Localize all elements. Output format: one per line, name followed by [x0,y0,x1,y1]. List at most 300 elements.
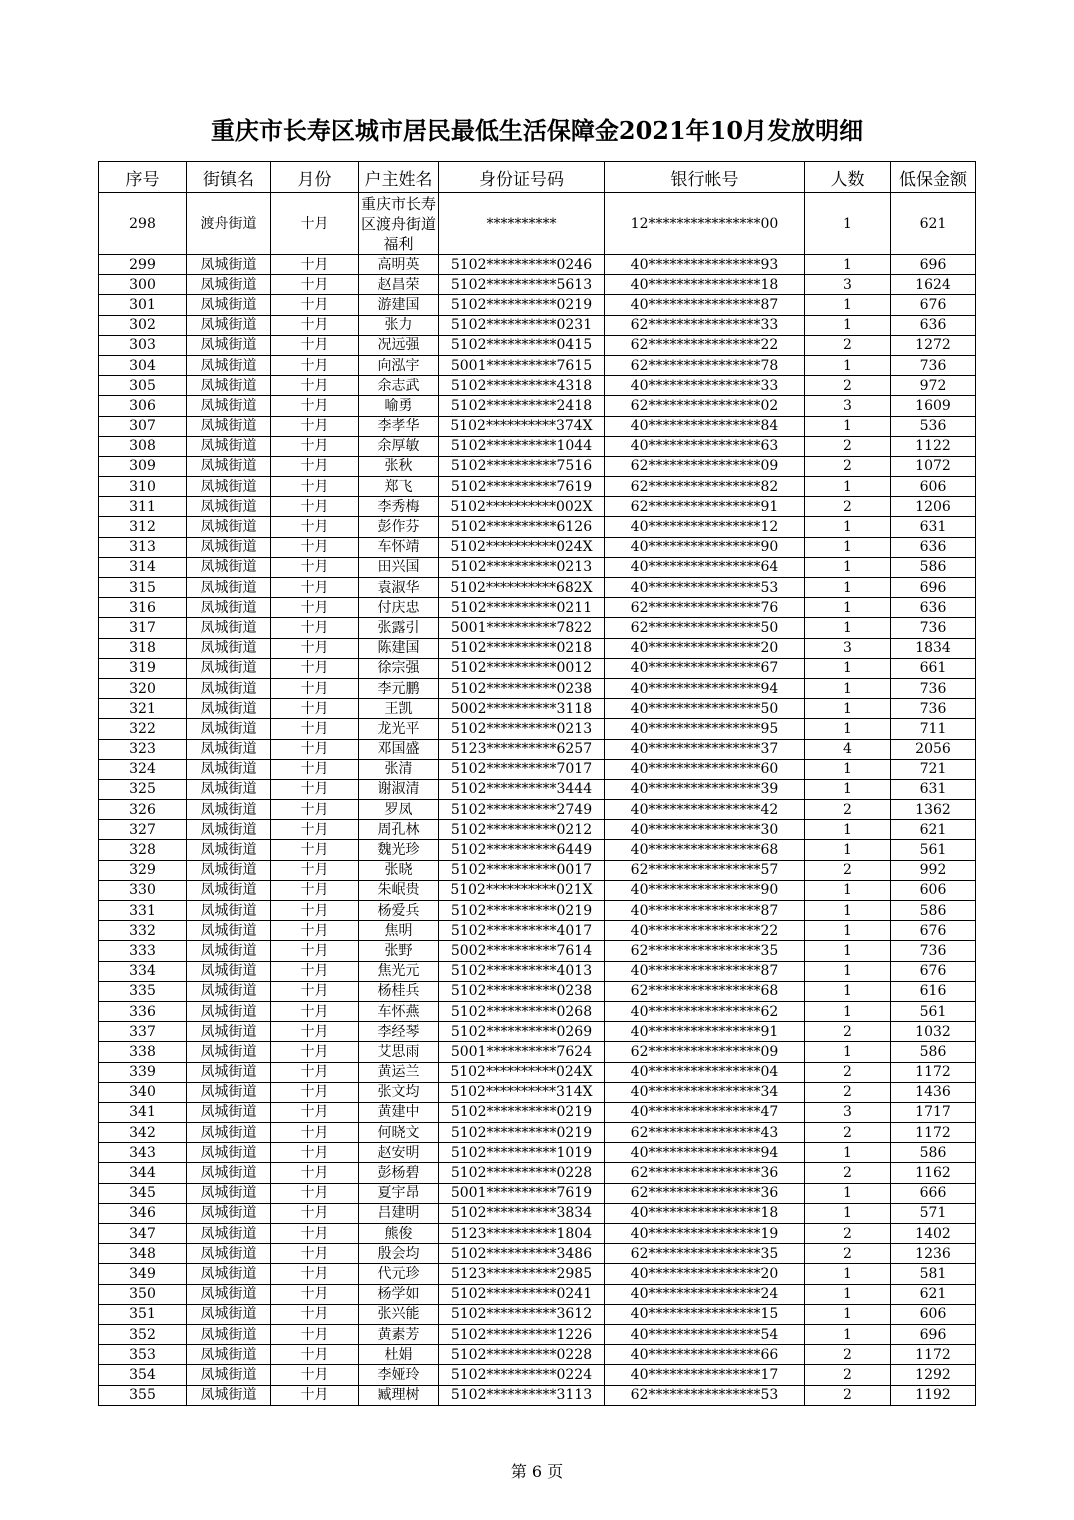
cell-amount: 571 [891,1203,976,1223]
cell-bank-account: 40****************53 [605,578,805,598]
cell-name: 张清 [359,759,439,779]
cell-index: 318 [99,638,187,658]
header-cell-index: 序号 [99,162,187,193]
cell-id-number: 5102**********0017 [439,860,605,880]
cell-id-number: 5102**********7516 [439,456,605,476]
header-cell-street: 街镇名 [187,162,271,193]
cell-name: 臧理树 [359,1385,439,1405]
cell-index: 302 [99,315,187,335]
cell-month: 十月 [271,678,359,698]
cell-month: 十月 [271,1345,359,1365]
cell-bank-account: 62****************50 [605,618,805,638]
cell-bank-account: 40****************62 [605,1001,805,1021]
cell-bank-account: 62****************33 [605,315,805,335]
cell-amount: 1609 [891,396,976,416]
cell-id-number: ********** [439,193,605,255]
cell-bank-account: 40****************39 [605,779,805,799]
cell-bank-account: 12****************00 [605,193,805,255]
cell-id-number: 5102**********6449 [439,840,605,860]
cell-id-number: 5123**********1804 [439,1224,605,1244]
cell-index: 339 [99,1062,187,1082]
cell-people: 1 [805,1324,891,1344]
cell-street: 凤城街道 [187,1163,271,1183]
cell-street: 凤城街道 [187,1304,271,1324]
cell-people: 2 [805,497,891,517]
cell-street: 凤城街道 [187,557,271,577]
cell-bank-account: 62****************09 [605,456,805,476]
cell-street: 凤城街道 [187,719,271,739]
cell-name: 代元珍 [359,1264,439,1284]
cell-name: 李孝华 [359,416,439,436]
cell-index: 307 [99,416,187,436]
table-row [99,678,976,698]
table-row [99,901,976,921]
cell-bank-account: 40****************94 [605,678,805,698]
cell-people: 4 [805,739,891,759]
cell-index: 352 [99,1324,187,1344]
cell-index: 312 [99,517,187,537]
cell-street: 凤城街道 [187,739,271,759]
cell-amount: 606 [891,880,976,900]
cell-bank-account: 40****************87 [605,901,805,921]
cell-street: 凤城街道 [187,1082,271,1102]
cell-bank-account: 40****************94 [605,1143,805,1163]
cell-month: 十月 [271,638,359,658]
cell-index: 344 [99,1163,187,1183]
cell-id-number: 5102**********0212 [439,820,605,840]
cell-id-number: 5102**********0228 [439,1163,605,1183]
cell-month: 十月 [271,618,359,638]
cell-amount: 621 [891,1284,976,1304]
cell-month: 十月 [271,376,359,396]
cell-name: 张野 [359,941,439,961]
table-row [99,779,976,799]
cell-id-number: 5102**********0231 [439,315,605,335]
cell-id-number: 5102**********0228 [439,1345,605,1365]
cell-amount: 606 [891,477,976,497]
cell-name: 杨爱兵 [359,901,439,921]
cell-street: 凤城街道 [187,477,271,497]
cell-people: 2 [805,1385,891,1405]
cell-index: 316 [99,598,187,618]
table-row [99,1001,976,1021]
cell-people: 1 [805,315,891,335]
table-row [99,335,976,355]
cell-name: 杨桂兵 [359,981,439,1001]
cell-people: 1 [805,517,891,537]
table-row [99,497,976,517]
cell-name: 黄建中 [359,1102,439,1122]
cell-name: 李经琴 [359,1022,439,1042]
cell-amount: 736 [891,618,976,638]
cell-amount: 621 [891,820,976,840]
cell-index: 338 [99,1042,187,1062]
cell-people: 1 [805,477,891,497]
table-row [99,840,976,860]
cell-month: 十月 [271,1042,359,1062]
cell-street: 凤城街道 [187,537,271,557]
cell-month: 十月 [271,1224,359,1244]
cell-index: 355 [99,1385,187,1405]
cell-bank-account: 40****************67 [605,658,805,678]
table-row [99,699,976,719]
cell-index: 301 [99,295,187,315]
cell-amount: 661 [891,658,976,678]
cell-name: 赵昌荣 [359,275,439,295]
cell-index: 325 [99,779,187,799]
cell-street: 凤城街道 [187,335,271,355]
cell-people: 2 [805,1365,891,1385]
cell-month: 十月 [271,820,359,840]
cell-amount: 1292 [891,1365,976,1385]
cell-street: 凤城街道 [187,1102,271,1122]
cell-amount: 1206 [891,497,976,517]
cell-name: 郑飞 [359,477,439,497]
cell-month: 十月 [271,719,359,739]
cell-month: 十月 [271,941,359,961]
table-row [99,416,976,436]
cell-id-number: 5102**********0238 [439,981,605,1001]
cell-month: 十月 [271,1082,359,1102]
cell-bank-account: 62****************09 [605,1042,805,1062]
cell-month: 十月 [271,1022,359,1042]
cell-id-number: 5102**********6126 [439,517,605,537]
table-row [99,255,976,275]
table-row [99,1042,976,1062]
cell-name: 何晓文 [359,1123,439,1143]
cell-month: 十月 [271,1304,359,1324]
table-row [99,355,976,375]
cell-name: 余志武 [359,376,439,396]
table-row [99,396,976,416]
cell-id-number: 5102**********0213 [439,719,605,739]
cell-bank-account: 40****************64 [605,557,805,577]
cell-people: 1 [805,921,891,941]
cell-name: 罗凤 [359,800,439,820]
cell-index: 298 [99,193,187,255]
cell-amount: 972 [891,376,976,396]
cell-name: 李秀梅 [359,497,439,517]
cell-index: 305 [99,376,187,396]
cell-bank-account: 40****************60 [605,759,805,779]
cell-month: 十月 [271,658,359,678]
cell-people: 3 [805,638,891,658]
cell-name: 杜娟 [359,1345,439,1365]
cell-name: 艾思雨 [359,1042,439,1062]
cell-people: 1 [805,1264,891,1284]
cell-amount: 721 [891,759,976,779]
cell-bank-account: 40****************95 [605,719,805,739]
cell-amount: 1162 [891,1163,976,1183]
cell-id-number: 5102**********3444 [439,779,605,799]
cell-people: 2 [805,376,891,396]
cell-index: 324 [99,759,187,779]
cell-amount: 696 [891,578,976,598]
cell-street: 凤城街道 [187,921,271,941]
cell-name: 重庆市长寿区渡舟街道福利 [359,193,439,255]
cell-street: 凤城街道 [187,1385,271,1405]
cell-name: 喻勇 [359,396,439,416]
cell-people: 3 [805,396,891,416]
cell-street: 凤城街道 [187,1001,271,1021]
cell-bank-account: 40****************66 [605,1345,805,1365]
cell-month: 十月 [271,860,359,880]
table-row [99,1244,976,1264]
table-row [99,537,976,557]
cell-id-number: 5102**********002X [439,497,605,517]
cell-street: 凤城街道 [187,456,271,476]
cell-index: 334 [99,961,187,981]
cell-bank-account: 40****************20 [605,1264,805,1284]
cell-street: 凤城街道 [187,860,271,880]
cell-amount: 1436 [891,1082,976,1102]
cell-bank-account: 62****************22 [605,335,805,355]
cell-people: 1 [805,901,891,921]
table-row [99,275,976,295]
cell-month: 十月 [271,1365,359,1385]
cell-index: 299 [99,255,187,275]
cell-id-number: 5102**********682X [439,578,605,598]
cell-month: 十月 [271,921,359,941]
cell-id-number: 5102**********0269 [439,1022,605,1042]
cell-amount: 992 [891,860,976,880]
cell-amount: 676 [891,961,976,981]
table-row [99,981,976,1001]
cell-month: 十月 [271,1324,359,1344]
cell-people: 1 [805,618,891,638]
cell-bank-account: 40****************42 [605,800,805,820]
cell-amount: 536 [891,416,976,436]
cell-street: 凤城街道 [187,436,271,456]
cell-people: 1 [805,779,891,799]
cell-index: 308 [99,436,187,456]
cell-id-number: 5102**********0219 [439,1102,605,1122]
cell-people: 1 [805,1001,891,1021]
cell-amount: 736 [891,699,976,719]
cell-index: 330 [99,880,187,900]
cell-name: 车怀靖 [359,537,439,557]
cell-bank-account: 40****************84 [605,416,805,436]
cell-id-number: 5102**********314X [439,1082,605,1102]
cell-id-number: 5102**********0012 [439,658,605,678]
cell-id-number: 5102**********021X [439,880,605,900]
cell-id-number: 5102**********7619 [439,477,605,497]
cell-index: 303 [99,335,187,355]
cell-street: 凤城街道 [187,941,271,961]
table-row [99,1102,976,1122]
cell-people: 2 [805,860,891,880]
cell-bank-account: 62****************82 [605,477,805,497]
cell-people: 1 [805,295,891,315]
cell-index: 336 [99,1001,187,1021]
table-row [99,1304,976,1324]
cell-index: 304 [99,355,187,375]
cell-amount: 1032 [891,1022,976,1042]
cell-street: 凤城街道 [187,275,271,295]
cell-name: 张晓 [359,860,439,880]
table-row [99,1143,976,1163]
cell-street: 凤城街道 [187,396,271,416]
cell-street: 凤城街道 [187,376,271,396]
cell-people: 2 [805,1163,891,1183]
cell-bank-account: 62****************68 [605,981,805,1001]
table-row [99,557,976,577]
cell-month: 十月 [271,275,359,295]
cell-id-number: 5102**********0219 [439,1123,605,1143]
cell-amount: 586 [891,901,976,921]
cell-bank-account: 40****************90 [605,880,805,900]
cell-amount: 561 [891,1001,976,1021]
cell-amount: 1236 [891,1244,976,1264]
cell-month: 十月 [271,598,359,618]
cell-id-number: 5001**********7615 [439,355,605,375]
table-row [99,1203,976,1223]
table-row [99,759,976,779]
cell-bank-account: 40****************90 [605,537,805,557]
cell-month: 十月 [271,699,359,719]
table-row [99,658,976,678]
cell-street: 凤城街道 [187,1042,271,1062]
cell-month: 十月 [271,1062,359,1082]
table-row [99,295,976,315]
cell-street: 凤城街道 [187,1062,271,1082]
cell-street: 凤城街道 [187,1022,271,1042]
cell-index: 347 [99,1224,187,1244]
cell-street: 凤城街道 [187,1284,271,1304]
cell-people: 2 [805,1224,891,1244]
cell-amount: 581 [891,1264,976,1284]
table-row [99,1224,976,1244]
cell-amount: 1362 [891,800,976,820]
cell-bank-account: 40****************15 [605,1304,805,1324]
cell-people: 1 [805,1042,891,1062]
cell-id-number: 5102**********0218 [439,638,605,658]
cell-index: 353 [99,1345,187,1365]
cell-month: 十月 [271,1264,359,1284]
cell-bank-account: 40****************50 [605,699,805,719]
cell-name: 袁淑华 [359,578,439,598]
cell-name: 游建国 [359,295,439,315]
header-row [99,162,976,193]
cell-month: 十月 [271,1143,359,1163]
cell-people: 2 [805,1022,891,1042]
cell-street: 凤城街道 [187,678,271,698]
cell-index: 311 [99,497,187,517]
cell-bank-account: 62****************76 [605,598,805,618]
cell-name: 彭杨碧 [359,1163,439,1183]
cell-people: 2 [805,335,891,355]
cell-bank-account: 40****************91 [605,1022,805,1042]
cell-name: 陈建国 [359,638,439,658]
cell-index: 317 [99,618,187,638]
cell-bank-account: 40****************22 [605,921,805,941]
cell-bank-account: 62****************57 [605,860,805,880]
cell-id-number: 5102**********024X [439,537,605,557]
cell-index: 350 [99,1284,187,1304]
cell-name: 殷会均 [359,1244,439,1264]
cell-month: 十月 [271,840,359,860]
table-row [99,1345,976,1365]
cell-id-number: 5102**********024X [439,1062,605,1082]
cell-street: 凤城街道 [187,759,271,779]
cell-index: 300 [99,275,187,295]
cell-amount: 636 [891,598,976,618]
cell-name: 朱岷贵 [359,880,439,900]
cell-amount: 631 [891,517,976,537]
cell-name: 徐宗强 [359,658,439,678]
table-row [99,517,976,537]
cell-people: 1 [805,719,891,739]
cell-street: 凤城街道 [187,355,271,375]
cell-name: 张文均 [359,1082,439,1102]
cell-month: 十月 [271,255,359,275]
cell-bank-account: 40****************19 [605,1224,805,1244]
cell-id-number: 5102**********2749 [439,800,605,820]
cell-index: 319 [99,658,187,678]
cell-index: 323 [99,739,187,759]
cell-people: 1 [805,1143,891,1163]
cell-name: 周孔林 [359,820,439,840]
payment-table [98,161,976,1406]
table-row [99,618,976,638]
cell-month: 十月 [271,295,359,315]
cell-street: 凤城街道 [187,1365,271,1385]
cell-name: 高明英 [359,255,439,275]
cell-id-number: 5102**********2418 [439,396,605,416]
table-row [99,1284,976,1304]
cell-month: 十月 [271,557,359,577]
table-row [99,638,976,658]
cell-name: 王凯 [359,699,439,719]
cell-index: 354 [99,1365,187,1385]
cell-index: 342 [99,1123,187,1143]
cell-name: 魏光珍 [359,840,439,860]
cell-month: 十月 [271,456,359,476]
cell-amount: 1402 [891,1224,976,1244]
page-title: 重庆市长寿区城市居民最低生活保障金2021年10月发放明细 [210,116,864,145]
cell-index: 306 [99,396,187,416]
cell-name: 李元鹏 [359,678,439,698]
cell-index: 349 [99,1264,187,1284]
cell-street: 凤城街道 [187,416,271,436]
cell-month: 十月 [271,961,359,981]
cell-street: 凤城街道 [187,255,271,275]
table-row [99,436,976,456]
cell-name: 付庆忠 [359,598,439,618]
cell-street: 凤城街道 [187,1324,271,1344]
cell-index: 343 [99,1143,187,1163]
cell-name: 张露引 [359,618,439,638]
page-number: 第 6 页 [510,1462,564,1481]
header-cell-id-number: 身份证号码 [439,162,605,193]
cell-month: 十月 [271,800,359,820]
cell-amount: 1172 [891,1345,976,1365]
table-row [99,598,976,618]
cell-people: 1 [805,557,891,577]
cell-id-number: 5102**********3486 [439,1244,605,1264]
cell-amount: 561 [891,840,976,860]
cell-month: 十月 [271,779,359,799]
cell-bank-account: 40****************12 [605,517,805,537]
table-row [99,1163,976,1183]
cell-people: 1 [805,416,891,436]
cell-id-number: 5102**********0224 [439,1365,605,1385]
cell-people: 2 [805,1345,891,1365]
cell-index: 320 [99,678,187,698]
cell-amount: 631 [891,779,976,799]
cell-bank-account: 62****************35 [605,1244,805,1264]
cell-amount: 586 [891,557,976,577]
